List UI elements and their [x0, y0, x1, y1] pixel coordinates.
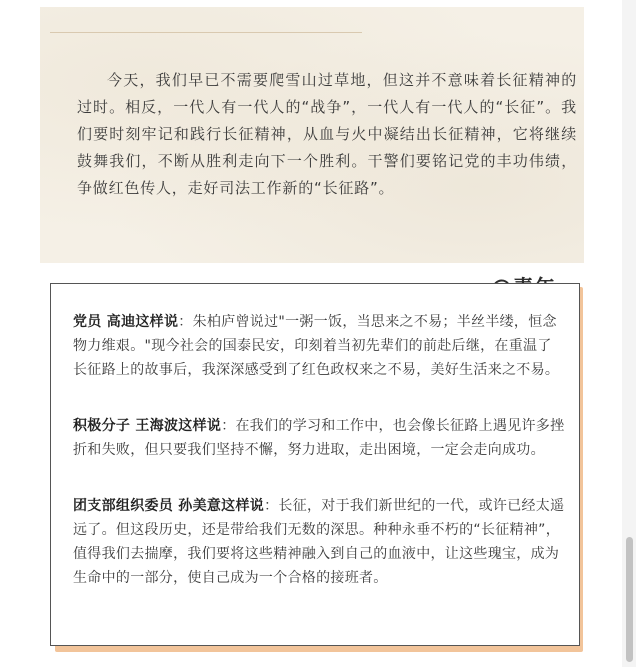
quote-speaker: 党员 高迪这样说: [73, 314, 179, 330]
quote-entry-gaodi: [73, 310, 565, 382]
quote-text: 朱柏庐曾说过"一粥一饭，当思来之不易；半丝半缕，恒念物力维艰。"现今社会的国泰民安，印刻着当初先辈们的前赴后继，在重温了长征路上的故事后，我深深感受到了红色政权来之不易，美好生活来之不易。: [73, 314, 560, 378]
quote-colon: ：: [221, 418, 236, 434]
divider-line: [50, 32, 362, 33]
quote-entry-sunmeiyi: [73, 494, 565, 590]
vertical-scrollbar[interactable]: [622, 0, 636, 667]
youth-quotes-card: [50, 283, 580, 646]
quote-text: 长征，对于我们新世纪的一代，或许已经太遥远了。但这段历史，还是带给我们无数的深思。种种永垂不朽的“长征精神”，值得我们去揣摩，我们要将这些精神融入到自己的血液中，让这些瑰宝，成为生命中的一部分，使自己成为一个合格的接班者。: [73, 498, 565, 586]
quote-speaker: 团支部组织委员 孙美意这样说: [73, 498, 265, 514]
quote-speaker: 积极分子 王海波这样说: [73, 418, 222, 434]
paper-texture-block: [40, 7, 584, 263]
quote-entry-wanghaibo: [73, 414, 565, 462]
scrollbar-thumb[interactable]: [626, 537, 633, 662]
article-paragraph: 今天，我们早已不需要爬雪山过草地，但这并不意味着长征精神的过时。相反，一代人有一代人的“战争”，一代人有一代人的“长征”。我们要时刻牢记和践行长征精神，从血与火中凝结出长征精神，它将继续鼓舞我们，不断从胜利走向下一个胜利。干警们要铭记党的丰功伟绩，争做红色传人，走好司法工作新的“长征路”。: [77, 71, 577, 197]
quote-text: 在我们的学习和工作中，也会像长征路上遇见许多挫折和失败，但只要我们坚持不懈，努力进取，走出困境，一定会走向成功。: [73, 418, 565, 458]
quote-colon: ：: [264, 498, 279, 514]
quote-colon: ：: [178, 314, 193, 330]
